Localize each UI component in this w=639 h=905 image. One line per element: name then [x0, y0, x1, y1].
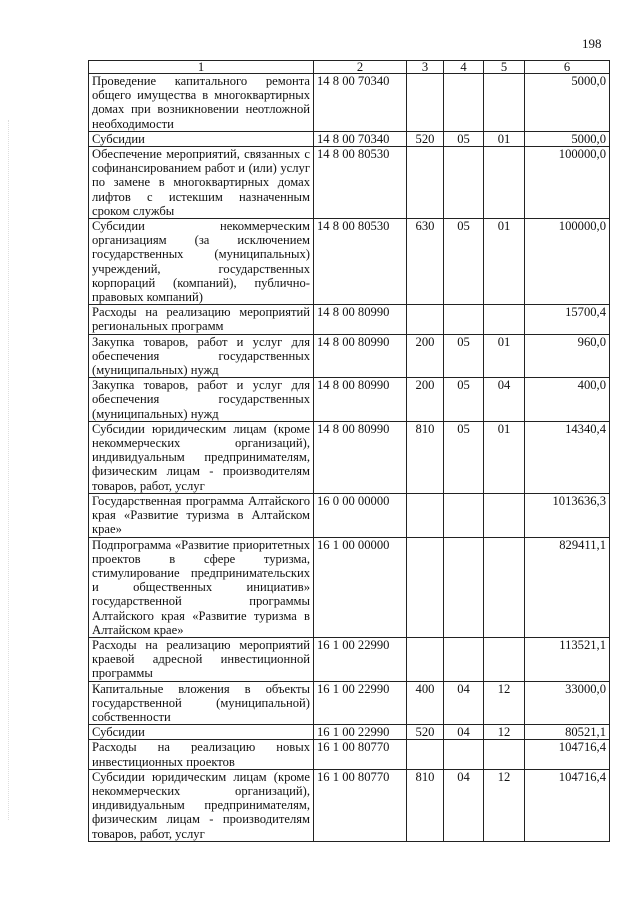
row-section-cell: 04	[444, 725, 484, 740]
row-section-cell: 05	[444, 131, 484, 146]
table-row	[89, 769, 610, 841]
row-expense-type-cell	[407, 537, 444, 637]
row-code-cell: 16 1 00 80770	[314, 740, 407, 769]
row-subsection-cell: 04	[484, 378, 525, 422]
row-amount-cell: 100000,0	[525, 219, 610, 305]
row-section-cell: 05	[444, 378, 484, 422]
row-amount-cell: 829411,1	[525, 537, 610, 637]
row-code-cell: 14 8 00 80990	[314, 378, 407, 422]
row-amount-cell: 400,0	[525, 378, 610, 422]
row-code-cell: 16 1 00 00000	[314, 537, 407, 637]
column-header: 3	[407, 61, 444, 74]
row-amount-cell: 1013636,3	[525, 493, 610, 537]
row-code-cell: 14 8 00 80990	[314, 334, 407, 378]
row-name-cell: Проведение капитального ремонта общего имущества в многоквартирных домах при возникновении неотложной необходимости	[89, 74, 314, 132]
row-name-cell: Закупка товаров, работ и услуг для обеспечения государственных (муниципальных) нужд	[89, 378, 314, 422]
row-code-cell: 14 8 00 80990	[314, 421, 407, 493]
row-subsection-cell	[484, 147, 525, 219]
row-expense-type-cell: 200	[407, 378, 444, 422]
row-expense-type-cell: 810	[407, 769, 444, 841]
row-section-cell: 05	[444, 219, 484, 305]
row-amount-cell: 5000,0	[525, 131, 610, 146]
row-subsection-cell	[484, 537, 525, 637]
table-row	[89, 421, 610, 493]
table-row	[89, 305, 610, 334]
row-section-cell	[444, 74, 484, 132]
column-header: 4	[444, 61, 484, 74]
row-section-cell	[444, 740, 484, 769]
row-expense-type-cell	[407, 74, 444, 132]
row-code-cell: 14 8 00 80530	[314, 147, 407, 219]
row-amount-cell: 5000,0	[525, 74, 610, 132]
table-row	[89, 219, 610, 305]
table-row	[89, 334, 610, 378]
row-code-cell: 14 8 00 70340	[314, 131, 407, 146]
row-subsection-cell: 01	[484, 334, 525, 378]
table-row	[89, 740, 610, 769]
row-subsection-cell	[484, 74, 525, 132]
row-subsection-cell: 12	[484, 769, 525, 841]
row-subsection-cell: 01	[484, 131, 525, 146]
page-number: 198	[582, 36, 602, 51]
table-row	[89, 725, 610, 740]
table-row	[89, 637, 610, 681]
row-code-cell: 16 1 00 22990	[314, 725, 407, 740]
row-expense-type-cell: 200	[407, 334, 444, 378]
row-code-cell: 16 1 00 22990	[314, 681, 407, 725]
row-section-cell	[444, 637, 484, 681]
row-code-cell: 14 8 00 70340	[314, 74, 407, 132]
table-row	[89, 537, 610, 637]
row-name-cell: Расходы на реализацию мероприятий региональных программ	[89, 305, 314, 334]
column-header: 6	[525, 61, 610, 74]
row-expense-type-cell	[407, 493, 444, 537]
row-expense-type-cell	[407, 637, 444, 681]
row-subsection-cell: 12	[484, 681, 525, 725]
row-amount-cell: 104716,4	[525, 769, 610, 841]
row-amount-cell: 33000,0	[525, 681, 610, 725]
row-amount-cell: 14340,4	[525, 421, 610, 493]
row-amount-cell: 113521,1	[525, 637, 610, 681]
table-row	[89, 493, 610, 537]
row-name-cell: Закупка товаров, работ и услуг для обеспечения государственных (муниципальных) нужд	[89, 334, 314, 378]
header-row	[89, 61, 610, 74]
row-expense-type-cell: 810	[407, 421, 444, 493]
row-subsection-cell	[484, 637, 525, 681]
budget-table	[88, 60, 610, 842]
row-subsection-cell: 01	[484, 421, 525, 493]
column-header: 1	[89, 61, 314, 74]
table-row	[89, 147, 610, 219]
row-code-cell: 14 8 00 80990	[314, 305, 407, 334]
row-expense-type-cell	[407, 305, 444, 334]
row-section-cell	[444, 305, 484, 334]
row-expense-type-cell: 630	[407, 219, 444, 305]
row-name-cell: Субсидии	[89, 131, 314, 146]
table-body	[89, 74, 610, 842]
row-expense-type-cell: 520	[407, 131, 444, 146]
row-section-cell: 05	[444, 421, 484, 493]
row-name-cell: Капитальные вложения в объекты государственной (муниципальной) собственности	[89, 681, 314, 725]
row-subsection-cell: 12	[484, 725, 525, 740]
row-expense-type-cell: 520	[407, 725, 444, 740]
column-header: 5	[484, 61, 525, 74]
row-subsection-cell: 01	[484, 219, 525, 305]
row-amount-cell: 80521,1	[525, 725, 610, 740]
row-name-cell: Субсидии	[89, 725, 314, 740]
row-section-cell	[444, 147, 484, 219]
row-section-cell: 05	[444, 334, 484, 378]
scan-edge	[8, 120, 10, 820]
table-row	[89, 131, 610, 146]
row-section-cell	[444, 537, 484, 637]
row-subsection-cell	[484, 740, 525, 769]
row-code-cell: 16 0 00 00000	[314, 493, 407, 537]
row-code-cell: 16 1 00 22990	[314, 637, 407, 681]
row-name-cell: Подпрограмма «Развитие приоритетных проектов в сфере туризма, стимулирование предпринимательских и общественных инициатив» государственной программы Алтайского края «Развитие туризма в Алтайском крае»	[89, 537, 314, 637]
row-amount-cell: 15700,4	[525, 305, 610, 334]
table-row	[89, 74, 610, 132]
row-subsection-cell	[484, 305, 525, 334]
row-expense-type-cell	[407, 147, 444, 219]
row-name-cell: Государственная программа Алтайского края «Развитие туризма в Алтайском крае»	[89, 493, 314, 537]
row-code-cell: 14 8 00 80530	[314, 219, 407, 305]
row-name-cell: Субсидии юридическим лицам (кроме некоммерческих организаций), индивидуальным предпринимателям, физическим лицам - производителям товаров, работ, услуг	[89, 421, 314, 493]
row-amount-cell: 960,0	[525, 334, 610, 378]
row-name-cell: Субсидии юридическим лицам (кроме некоммерческих организаций), индивидуальным предпринимателям, физическим лицам - производителям товаров, работ, услуг	[89, 769, 314, 841]
row-section-cell: 04	[444, 681, 484, 725]
row-expense-type-cell	[407, 740, 444, 769]
column-header: 2	[314, 61, 407, 74]
row-name-cell: Субсидии некоммерческим организациям (за исключением государственных (муниципальных) учреждений, государственных корпораций (компаний), публично-правовых компаний)	[89, 219, 314, 305]
row-code-cell: 16 1 00 80770	[314, 769, 407, 841]
table-row	[89, 378, 610, 422]
row-name-cell: Расходы на реализацию мероприятий краевой адресной инвестиционной программы	[89, 637, 314, 681]
row-name-cell: Расходы на реализацию новых инвестиционных проектов	[89, 740, 314, 769]
row-subsection-cell	[484, 493, 525, 537]
table-row	[89, 681, 610, 725]
row-amount-cell: 100000,0	[525, 147, 610, 219]
row-expense-type-cell: 400	[407, 681, 444, 725]
row-name-cell: Обеспечение мероприятий, связанных с софинансированием работ и (или) услуг по замене в многоквартирных домах лифтов с истекшим назначенным сроком службы	[89, 147, 314, 219]
row-amount-cell: 104716,4	[525, 740, 610, 769]
row-section-cell	[444, 493, 484, 537]
row-section-cell: 04	[444, 769, 484, 841]
